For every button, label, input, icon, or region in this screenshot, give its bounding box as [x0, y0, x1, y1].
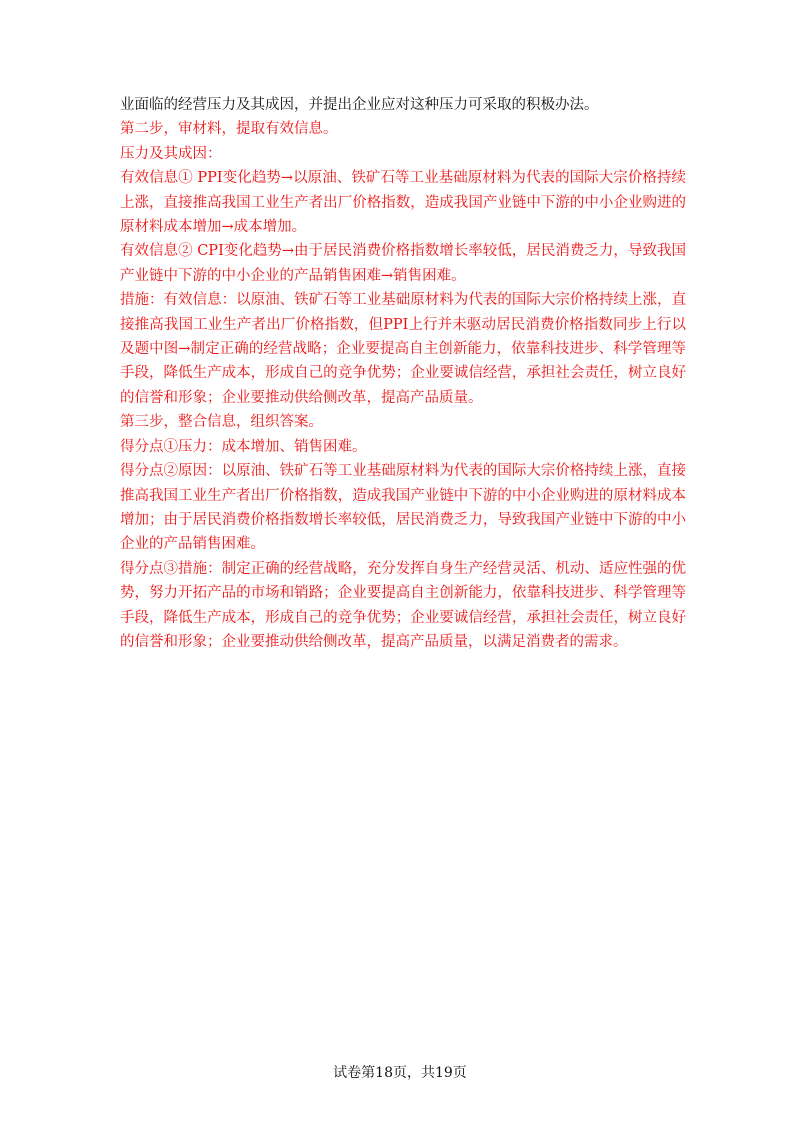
- paragraph-info-cpi: 有效信息② CPI变化趋势→由于居民消费价格指数增长率较低，居民消费乏力，导致我国产业链中下游的中小企业的产品销售困难→销售困难。: [120, 243, 686, 284]
- paragraph-pressure-heading: 压力及其成因：: [120, 145, 222, 162]
- paragraph-score-point-3: 得分点③措施：制定正确的经营战略，充分发挥自身生产经营灵活、机动、适应性强的优势，努力开拓产品的市场和销路；企业要提高自主创新能力，依靠科技进步、科学管理等手段，降低生产成本，形成自己的竞争优势；企业要诚信经营，承担社会责任，树立良好的信誉和形象；企业要推动供给侧改革，提高产品质量，以满足消费者的需求。: [120, 560, 686, 650]
- page-number-label: 试卷第18页，共19页: [333, 1065, 467, 1081]
- page-footer: [0, 1062, 800, 1082]
- document-body: [120, 93, 686, 654]
- paragraph-score-point-2: 得分点②原因：以原油、铁矿石等工业基础原材料为代表的国际大宗价格持续上涨，直接推高我国工业生产者出厂价格指数，造成我国产业链中下游的中小企业购进的原材料成本增加；由于居民消费价格指数增长率较低，居民消费乏力，导致我国产业链中下游的中小企业的产品销售困难。: [120, 463, 686, 553]
- paragraph-measures: 措施：有效信息：以原油、铁矿石等工业基础原材料为代表的国际大宗价格持续上涨，直接推高我国工业生产者出厂价格指数，但PPI上行并未驱动居民消费价格指数同步上行以及题中图→制定正确的经营战略；企业要提高自主创新能力，依靠科技进步、科学管理等手段，降低生产成本，形成自己的竞争优势；企业要诚信经营，承担社会责任，树立良好的信誉和形象；企业要推动供给侧改革，提高产品质量。: [120, 292, 686, 406]
- paragraph-info-ppi: 有效信息① PPI变化趋势→以原油、铁矿石等工业基础原材料为代表的国际大宗价格持续上涨，直接推高我国工业生产者出厂价格指数，造成我国产业链中下游的中小企业购进的原材料成本增加→成本增加。: [120, 170, 686, 236]
- paragraph-score-point-1: 得分点①压力：成本增加、销售困难。: [120, 438, 367, 455]
- paragraph-step-two: 第二步，审材料，提取有效信息。: [120, 121, 338, 138]
- paragraph-intro-continuation: 业面临的经营压力及其成因，并提出企业应对这种压力可采取的积极办法。: [120, 97, 599, 113]
- paragraph-step-three: 第三步，整合信息，组织答案。: [120, 414, 323, 431]
